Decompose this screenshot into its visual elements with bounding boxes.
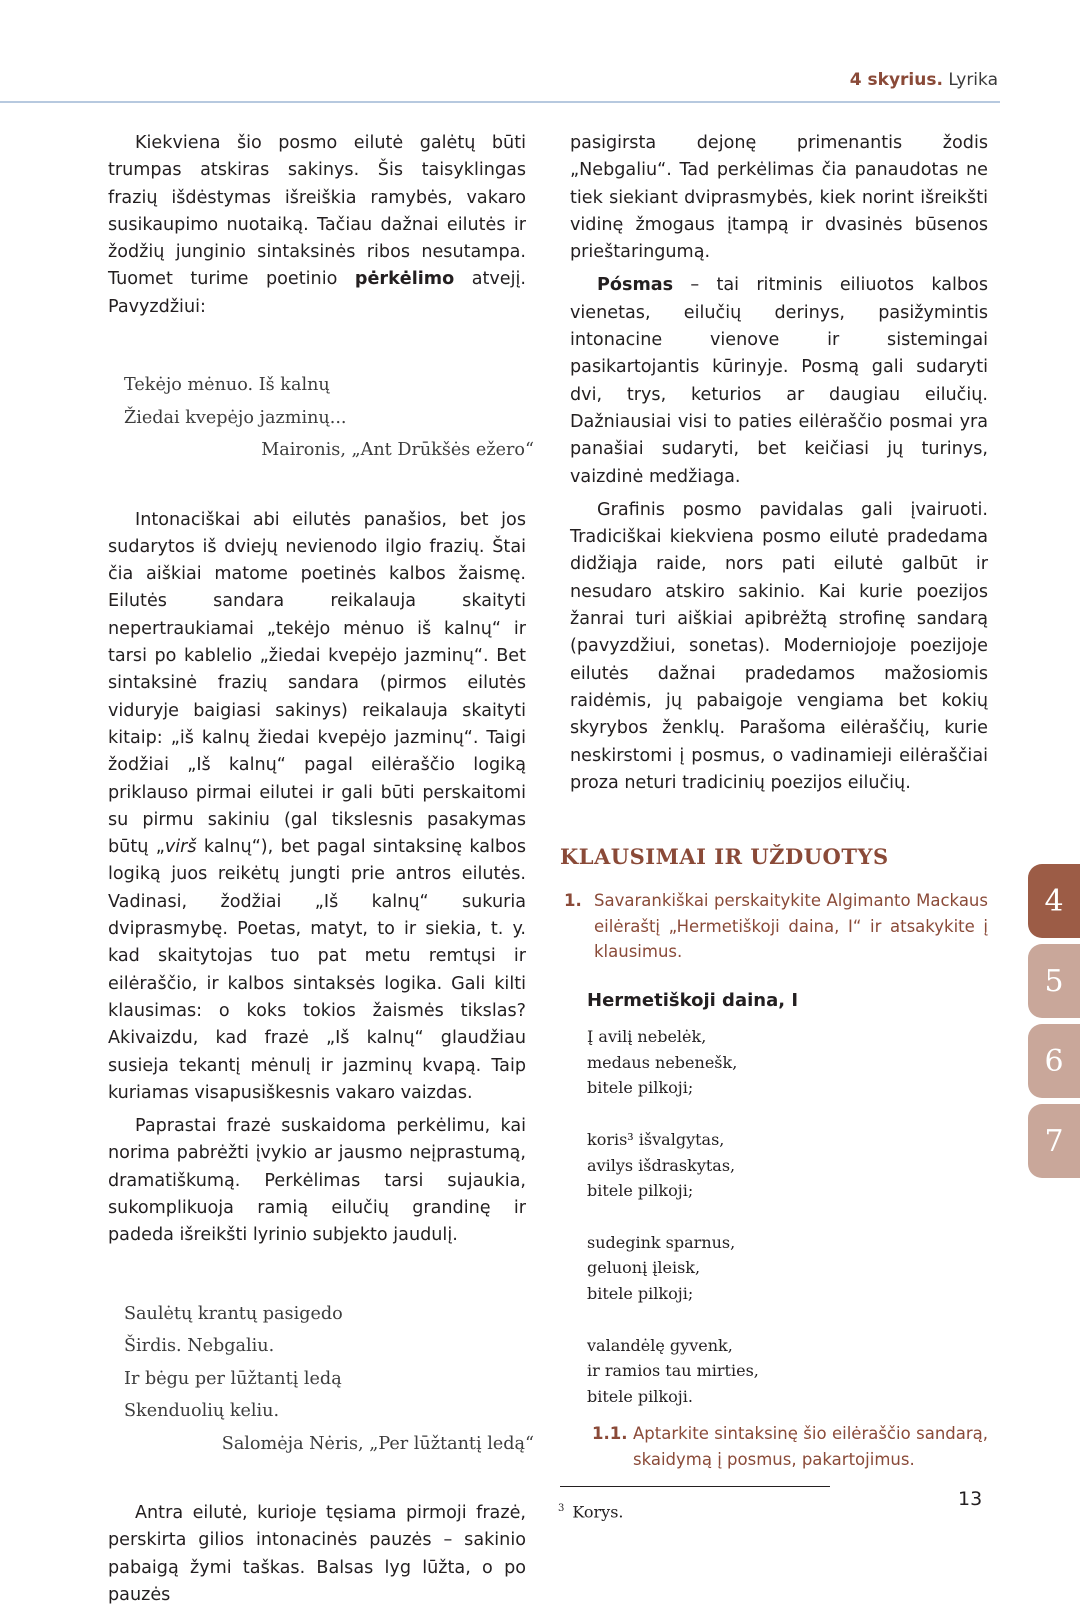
poem-line: geluonį įleisk, [587,1258,701,1278]
poem-line: Žiedai kvepėjo jazminų... [124,407,347,428]
poem-line: avilys išdraskytas, [587,1155,736,1175]
stanza [587,1333,988,1410]
poem-source: Maironis, „Ant Drūkšės ežero“ [261,440,534,461]
stanza [587,1230,988,1307]
poem-line: Širdis. Nebgaliu. [124,1336,275,1357]
paragraph [570,272,988,490]
poem-hermetiskoji-daina [587,1024,988,1409]
poem-line: bitele pilkoji. [587,1386,693,1406]
poem-quote-neris [124,1298,534,1461]
right-column [558,130,988,1526]
poem-line: bitele pilkoji; [587,1078,694,1098]
emphasis-italic: virš [164,837,197,858]
task-1 [564,888,988,965]
poem-line: Saulėtų krantų pasigedo [124,1303,343,1324]
paragraph-text: kalnų“), bet pagal sintaksinę kalbos logiką juos reikėtų jungti prie antros eilutės. Vadinasi, žodžiai „Iš kalnų“ sukuria dviprasmybę. Poetas, matyt, to ir siekia, t. y. kad skaitytojas tuo pat metu remtųsi ir eilėraščio, ir kalbos sintaksės logika. Gali kilti klausimas: o koks tokios žaismės tikslas? Akivaizdu, kad frazė „Iš kalnų“ glaudžiau susieja tekantį mėnulį ir jazminų kvapą. Taip kuriamas visapusiškesnis vakaro vaizdas. [108,837,526,1103]
paragraph-text: atvejį. Pavyzdžiui: [108,269,526,317]
paragraph: Antra eilutė, kurioje tęsiama pirmoji frazė, perskirta gilios intonacinės pauzės – sakinio pabaigą žymi taškas. Balsas lyg lūžta, o po pauzės [108,1503,526,1605]
stanza [587,1024,988,1101]
topic-label: Lyrika [948,70,998,90]
chapter-tab-6[interactable]: 6 [1028,1024,1080,1098]
poem-line: valandėlę gyvenk, [587,1335,733,1355]
footnote-text: Korys. [572,1502,624,1522]
poem-line: Skenduolių keliu. [124,1401,280,1422]
chapter-tabs [1028,864,1080,1184]
paragraph-text: – tai ritminis eiliuotos kalbos vienetas, eilučių derinys, pasižymintis intonacine vienove ir sistemingai pasikartojantis kūrinyje. Posmą gali sudaryti dvi, trys, keturios ar daugiau eilučių. Dažniausiai visi to paties eilėraščio posmai yra panašiai sudaryti, bet keičiasi jų turinys, vaizdinė medžiaga. [570,275,988,487]
footnote-mark: 3 [558,1503,565,1515]
poem-line: Tekėjo mėnuo. Iš kalnų [124,375,330,396]
header-text [850,70,998,90]
chapter-tab-5[interactable]: 5 [1028,944,1080,1018]
paragraph: Paprastai frazė suskaidoma perkėlimu, kai norima pabrėžti įvykio ar jausmo neįprastumą, dramatiškumą. Perkėlimas tarsi sujaukia, sukomplikuoja ramią eilučių grandinę ir padeda išreikšti lyrinio subjekto jaudulį. [108,1116,526,1246]
poem-line: medaus nebenešk, [587,1052,738,1072]
poem-line: ir ramios tau mirties, [587,1361,759,1381]
poem-line: bitele pilkoji; [587,1181,694,1201]
left-column [108,130,534,1615]
paragraph-text: Kiekviena šio posmo eilutė galėtų būti trumpas atskiras sakinys. Šis taisyklingas frazių išdėstymas išreiškia ramybės, vakaro susikaupimo nuotaiką. Tačiau dažnai eilutės ir žodžių junginio sintaksinės ribos nesutampa. Tuomet turime poetinio [108,133,526,290]
poem-line: Ir bėgu per lūžtantį ledą [124,1368,342,1389]
section-title: KLAUSIMAI IR UŽDUOTYS [560,844,889,870]
paragraph-text: Intonaciškai abi eilutės panašios, bet jos sudarytos iš dviejų nevienodo ilgio frazių. Štai čia aiškiai matome poetinės kalbos žaismę. Eilutės sandara reikalauja skaityti nepertraukiamai „tekėjo mėnuo iš kalnų“ ir tarsi po kablelio „žiedai kvepėjo jazminų“. Bet sintaksinė frazių sandara (pirmos eilutės viduryje baigiasi sakinys) reikalauja skaityti kitaip: „iš kalnų žiedai kvepėjo jazminų“. Taigi žodžiai „Iš kalnų“ pagal eilėraščio logiką priklauso pirmai eilutei ir gali būti perskaitomi su pirmu sakiniu (gal tikslesnis pasakymas būtų „ [108,509,526,858]
chapter-label: 4 skyrius. [849,70,943,90]
term-bold: Pósmas [597,275,674,296]
footnote-rule [560,1486,830,1487]
stanza [587,1127,988,1204]
task-1-1 [592,1421,988,1472]
poem-source: Salomėja Nėris, „Per lūžtantį ledą“ [221,1433,534,1454]
poem-quote-maironis [124,369,534,467]
poem-title: Hermetiškoji daina, I [587,989,799,1011]
poem-line: Į avilį nebelėk, [587,1027,707,1047]
chapter-tab-7[interactable]: 7 [1028,1104,1080,1178]
task-number: 1. [564,891,582,911]
paragraph [108,507,526,1108]
task-text: Aptarkite sintaksinę šio eilėraščio sandarą, skaidymą į posmus, pakartojimus. [633,1424,988,1469]
page-number: 13 [958,1488,983,1510]
poem-line: sudegink sparnus, [587,1232,736,1252]
footnote [558,1495,988,1526]
poem-line: koris³ išvalgytas, [587,1130,725,1149]
header-rule [0,101,1000,103]
task-number: 1.1. [592,1424,628,1444]
task-text: Savarankiškai perskaitykite Algimanto Mackaus eilėraštį „Hermetiškoji daina, I“ ir atsakykite į klausimus. [594,891,988,962]
chapter-tab-4[interactable]: 4 [1028,864,1080,938]
paragraph: pasigirsta dejonę primenantis žodis „Nebgaliu“. Tad perkėlimas čia panaudotas ne tiek siekiant dviprasmybės, kiek norint išreikšti vidinę žmogaus įtampą ir dvasinės būsenos prieštaringumą. [570,133,988,263]
term-bold: pėrkėlimo [354,269,455,290]
paragraph [108,130,526,321]
poem-line: bitele pilkoji; [587,1283,694,1303]
paragraph: Grafinis posmo pavidalas gali įvairuoti. Tradiciškai kiekviena posmo eilutė pradedama didžiąja raide, nors pati eilutė galbūt ir nesudaro atskiro sakinio. Kai kurie poezijos žanrai turi aiškiai apibrėžtą strofinę sandarą (pavyzdžiui, sonetas). Moderniojoje poezijoje eilutės dažnai pradedamos mažosiomis raidėmis, jų pabaigoje vengiama bet kokių skyrybos ženklų. Parašoma eilėraščių, kurie neskirstomi į posmus, o vadinamieji eilėraščiai proza neturi tradicinių poezijos eilučių. [570,499,988,793]
